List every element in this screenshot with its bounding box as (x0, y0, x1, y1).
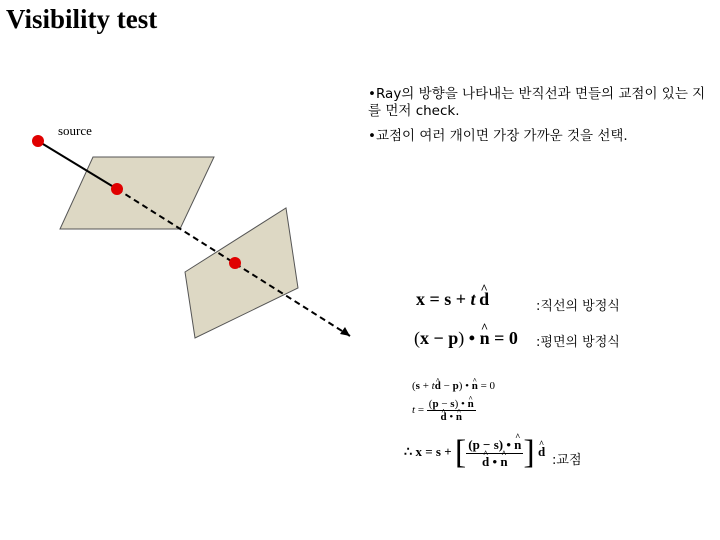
intersection-point-1 (111, 183, 123, 195)
bullet-item: •Ray의 방향을 나타내는 반직선과 면들의 교점이 있는 지를 먼저 check. (368, 86, 706, 119)
derivation-step-2: t = $\frac{(p - s) • n \^{}}{d \^{} • n}$ ^ (412, 398, 476, 423)
line-equation: x = s + t d ^ (416, 289, 489, 310)
source-label: source (58, 123, 92, 138)
intersection-equation: ∴ x = s + [ $\frac{(p - s) • n \^{}}{d \^{} • n}$ ^ ] d ^ (404, 434, 545, 472)
derivation-step-1: (s + td ^ − p) • n ^ = 0 (412, 380, 495, 392)
intersection-note: :교점 (552, 453, 582, 468)
line-equation-note: :직선의 방정식 (536, 299, 620, 314)
intersection-point-2 (229, 257, 241, 269)
plane-2 (185, 208, 298, 338)
source-point (32, 135, 44, 147)
slide-title: Visibility test (6, 4, 158, 34)
plane-equation: (x − p) • n ^ = 0 (414, 328, 518, 349)
bullet-item: •교점이 여러 개이면 가장 가까운 것을 선택. (368, 128, 628, 144)
plane-equation-note: :평면의 방정식 (536, 335, 620, 350)
